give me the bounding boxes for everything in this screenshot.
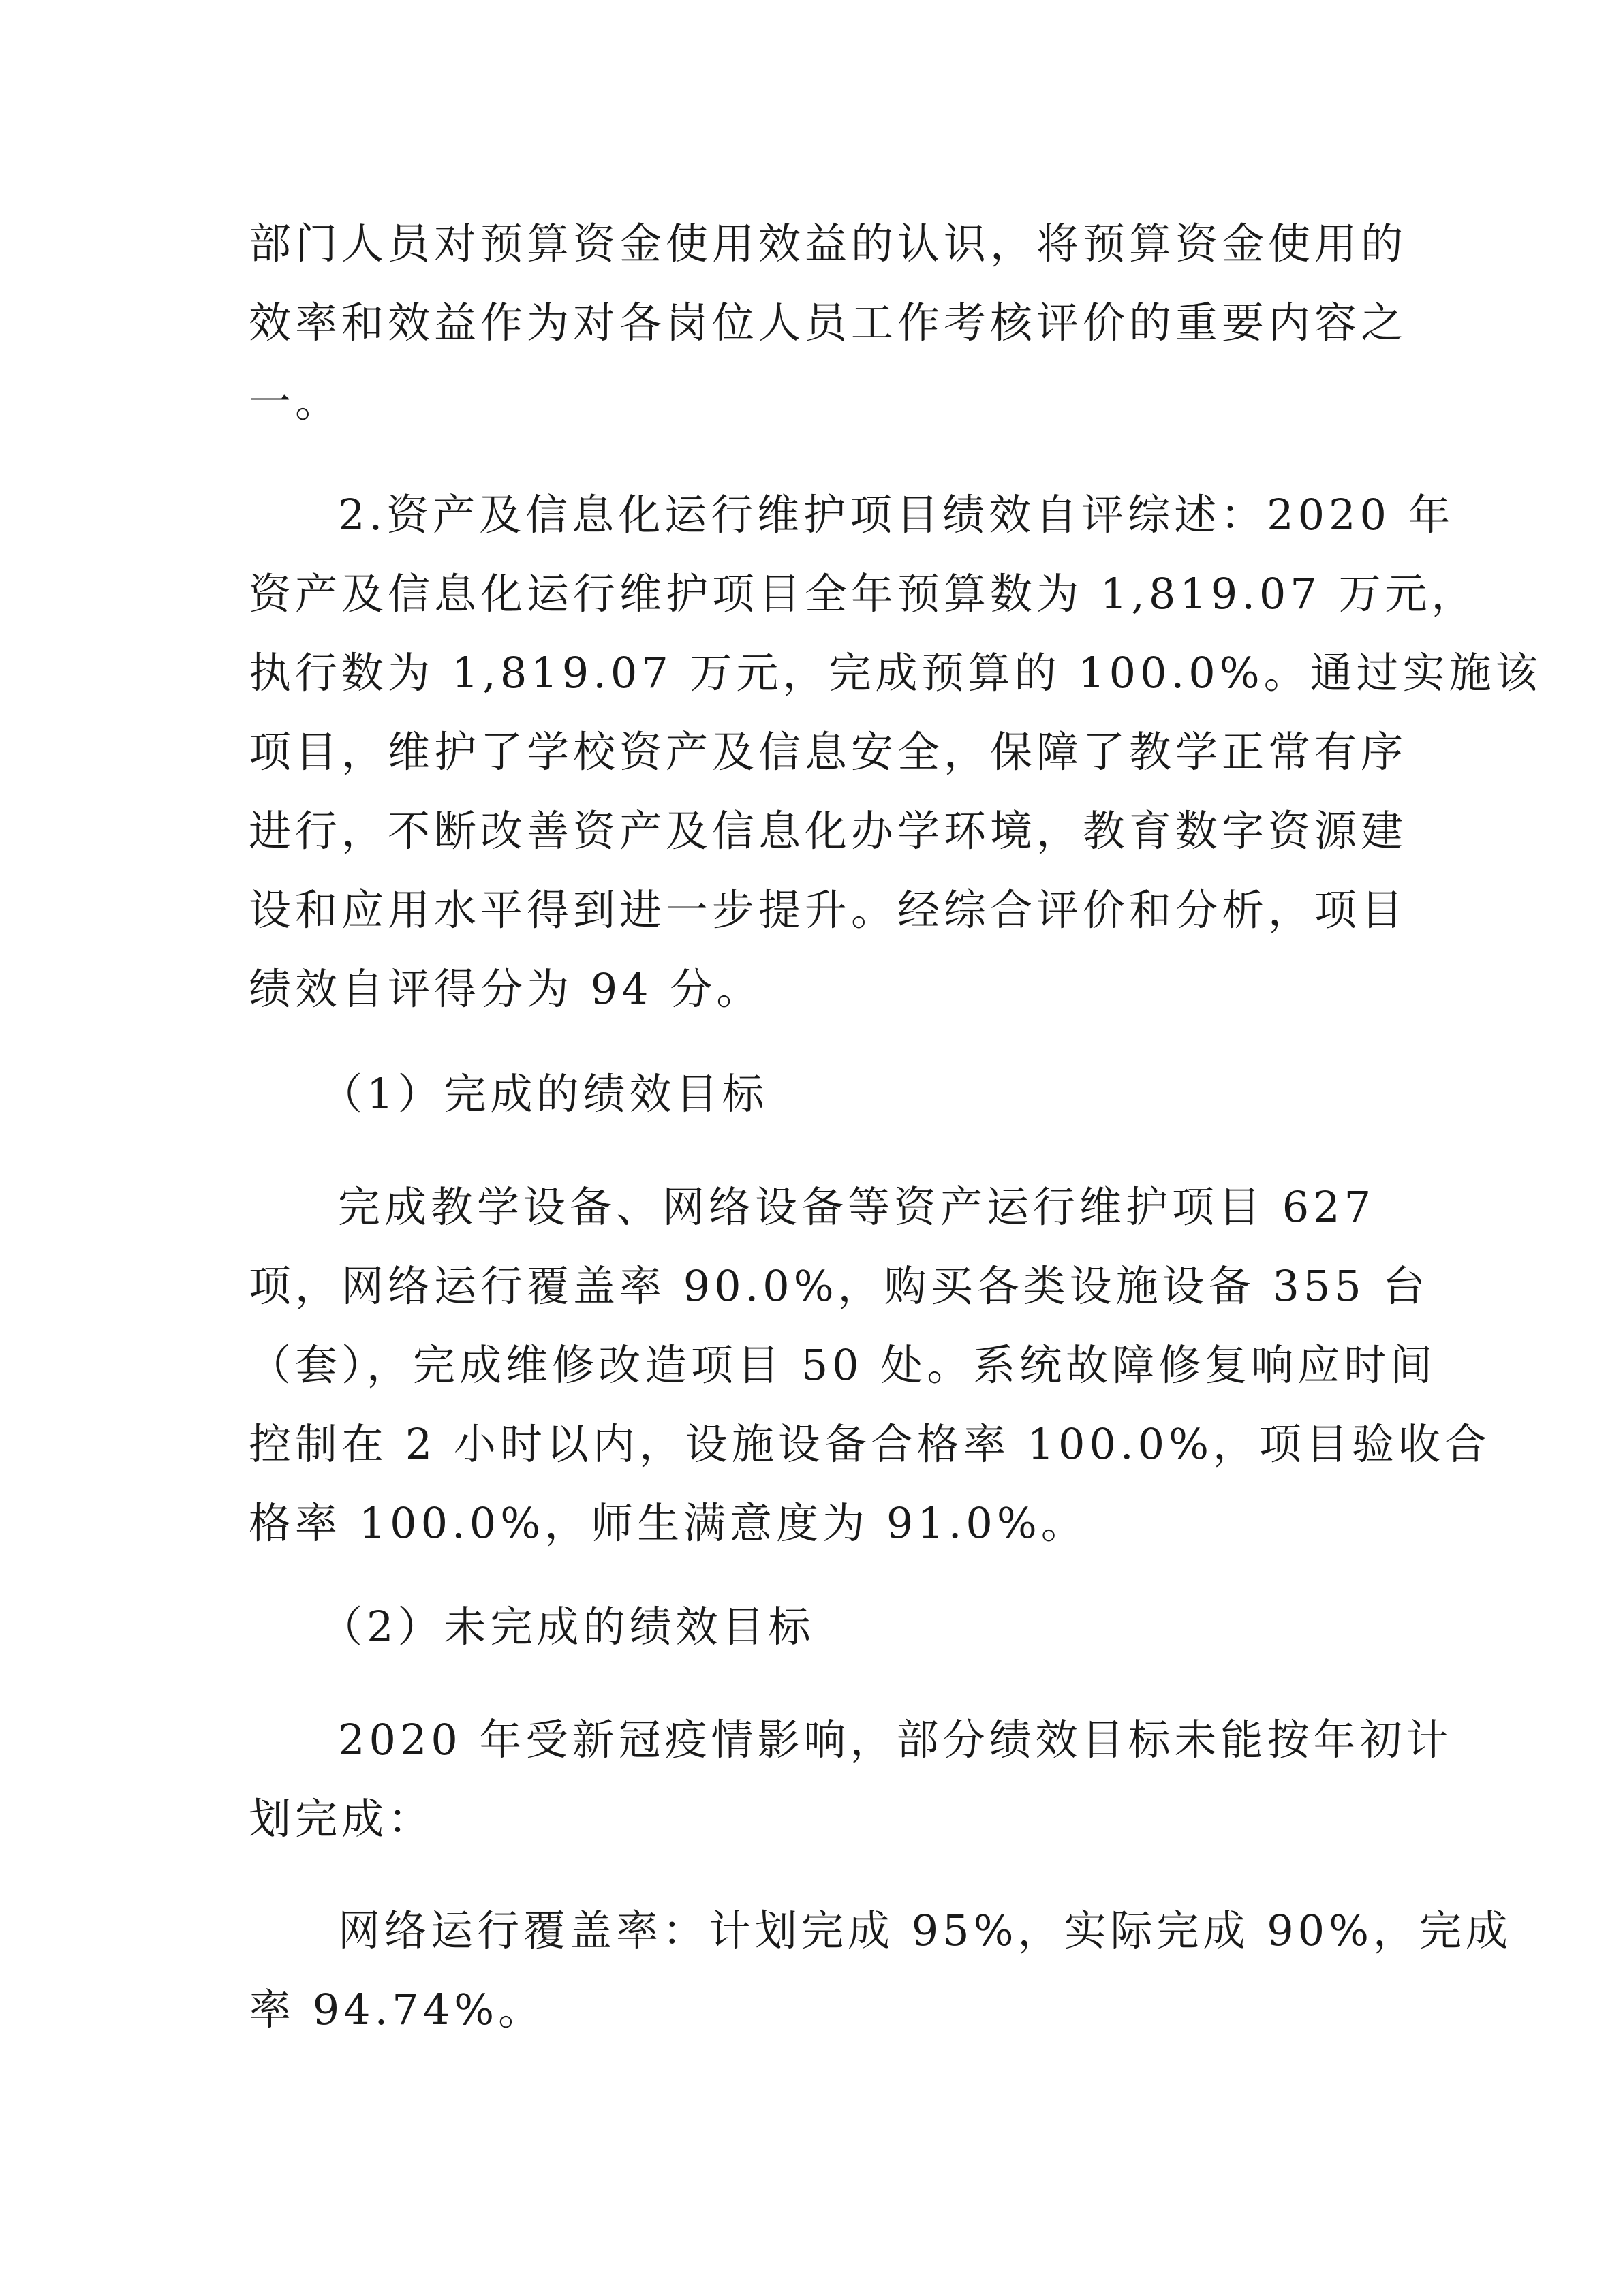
section-heading-completed-goals: （1）完成的绩效目标 — [320, 1069, 769, 1119]
paragraph-1-line-3: 一。 — [249, 377, 342, 426]
paragraph-4-line-1: 2020 年受新冠疫情影响，部分绩效目标未能按年初计 — [338, 1715, 1453, 1765]
paragraph-1-line-1: 部门人员对预算资金使用效益的认识，将预算资金使用的 — [249, 219, 1408, 268]
paragraph-2-line-2: 资产及信息化运行维护项目全年预算数为 1,819.07 万元， — [249, 569, 1478, 619]
paragraph-2-line-5: 进行，不断改善资产及信息化办学环境，教育数字资源建 — [249, 806, 1408, 856]
paragraph-2-line-6: 设和应用水平得到进一步提升。经综合评价和分析，项目 — [249, 885, 1408, 935]
paragraph-2-line-7: 绩效自评得分为 94 分。 — [249, 964, 763, 1014]
paragraph-2-line-4: 项目，维护了学校资产及信息安全，保障了教学正常有序 — [249, 727, 1408, 777]
section-heading-uncompleted-goals: （2）未完成的绩效目标 — [320, 1602, 815, 1651]
paragraph-3-line-5: 格率 100.0%，师生满意度为 91.0%。 — [249, 1498, 1087, 1548]
paragraph-1-line-2: 效率和效益作为对各岗位人员工作考核评价的重要内容之 — [249, 298, 1408, 347]
paragraph-4-line-2: 划完成： — [249, 1794, 435, 1844]
paragraph-3-line-1: 完成教学设备、网络设备等资产运行维护项目 627 — [338, 1182, 1376, 1232]
paragraph-2-line-1: 2.资产及信息化运行维护项目绩效自评综述：2020 年 — [338, 490, 1455, 540]
paragraph-3-line-2: 项，网络运行覆盖率 90.0%，购买各类设施设备 355 台 — [249, 1261, 1429, 1311]
paragraph-3-line-4: 控制在 2 小时以内，设施设备合格率 100.0%，项目验收合 — [249, 1419, 1491, 1469]
paragraph-5-line-2: 率 94.74%。 — [249, 1985, 545, 2034]
paragraph-5-line-1: 网络运行覆盖率：计划完成 95%，实际完成 90%，完成 — [338, 1906, 1513, 1955]
paragraph-2-line-3: 执行数为 1,819.07 万元，完成预算的 100.0%。通过实施该 — [249, 648, 1542, 698]
paragraph-3-line-3: （套），完成维修改造项目 50 处。系统故障修复响应时间 — [249, 1340, 1437, 1390]
